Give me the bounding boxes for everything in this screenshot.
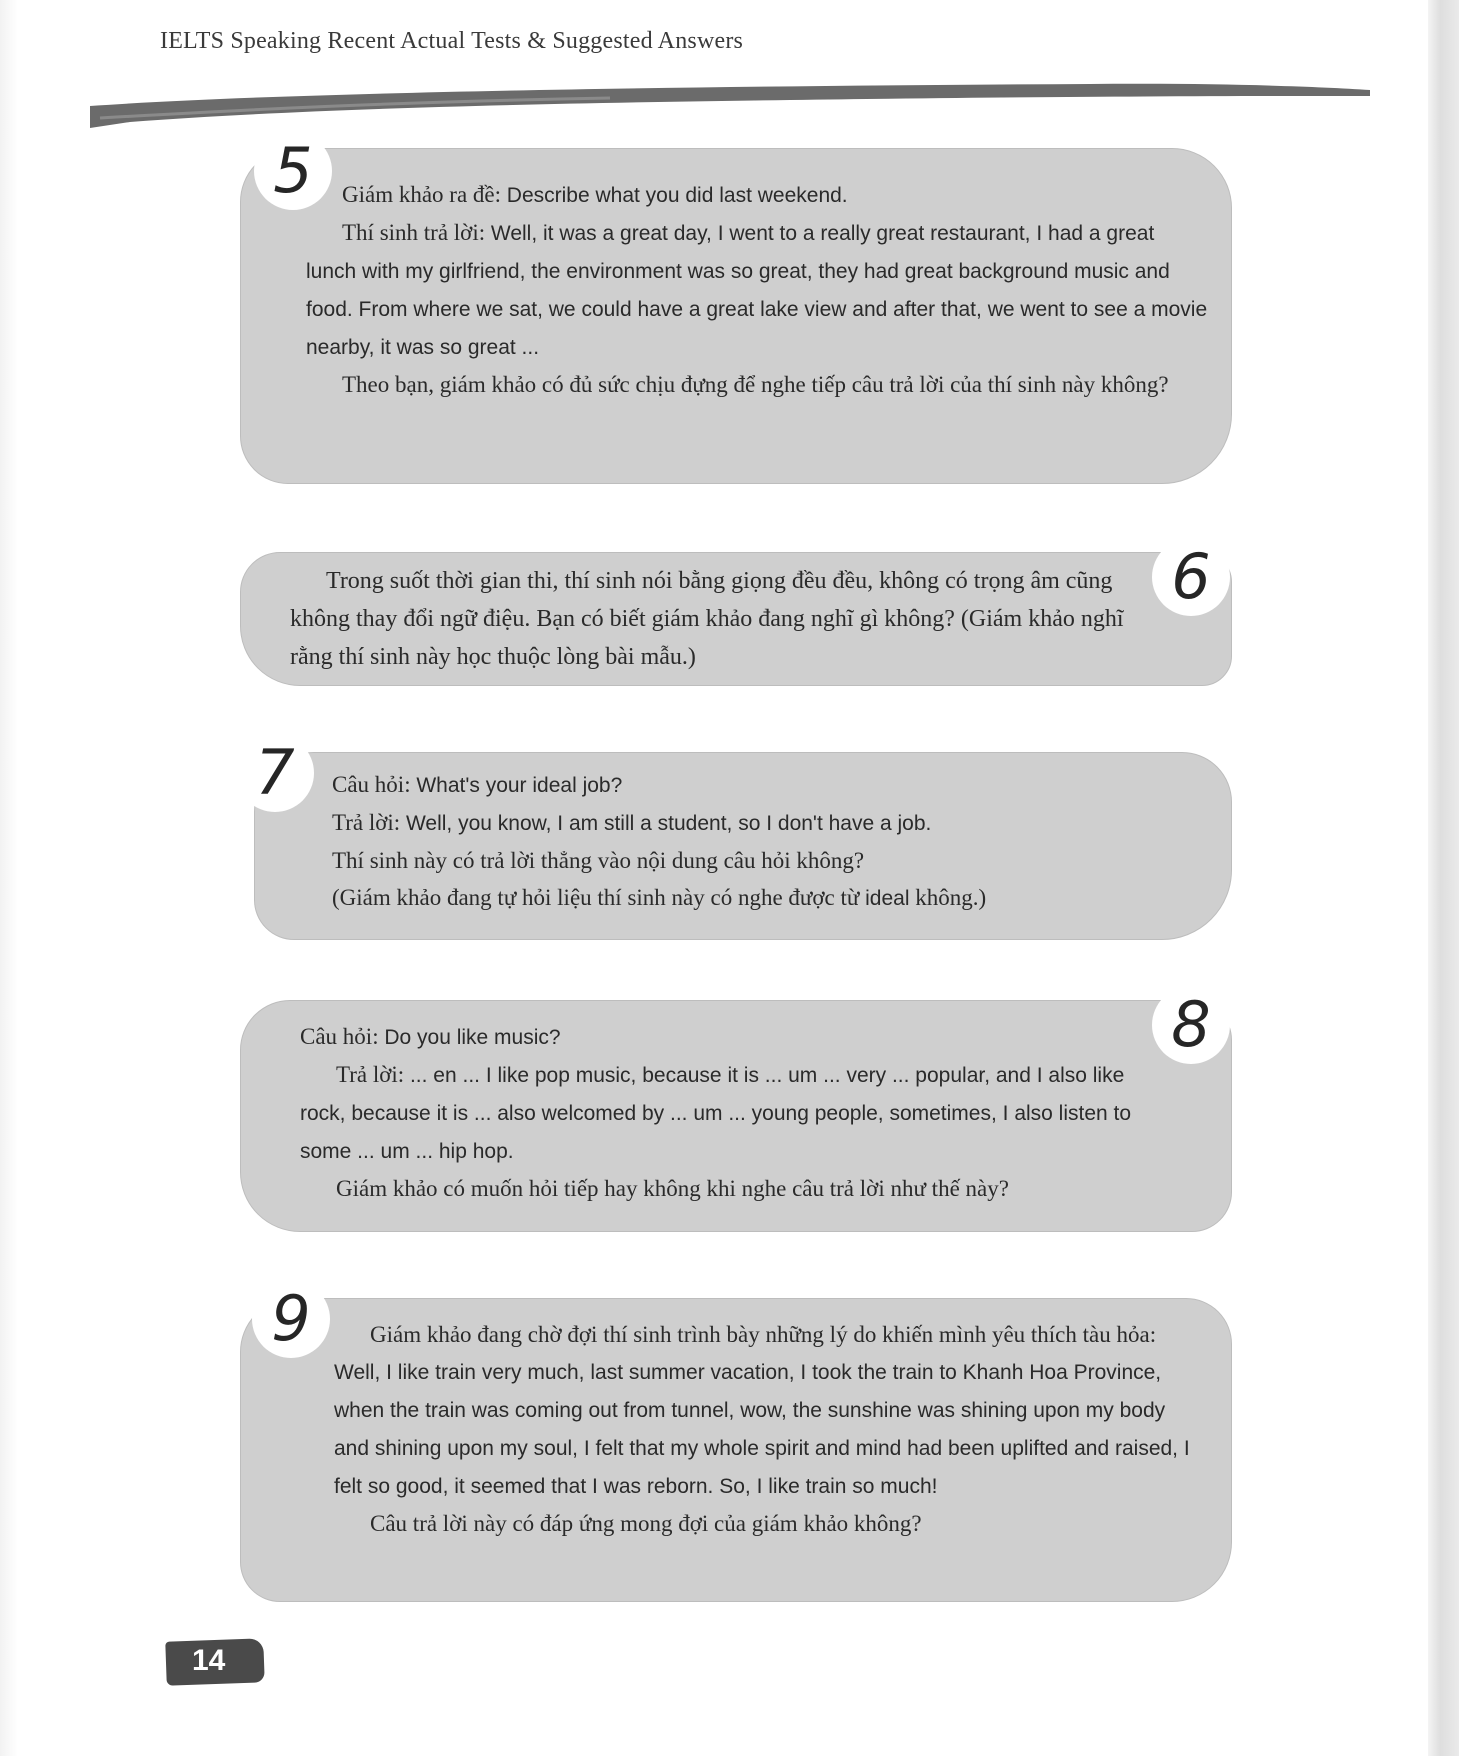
item-8-answer: ... en ... I like pop music, because it is ... um ... very ... popular, and I also like rock, because it is ... also welcomed by ... um ... young people, sometimes, I also listen to some ... um ... hip hop. (300, 1064, 1132, 1163)
item-8-answer-label: Trả lời: (336, 1062, 405, 1087)
item-5-prompt: Describe what you did last weekend. (506, 184, 848, 207)
page-number: 14 (192, 1644, 226, 1677)
item-7-question: What's your ideal job? (416, 774, 623, 797)
running-header-title: IELTS Speaking Recent Actual Tests & Suggested Answers (160, 28, 744, 54)
item-6-number: 6 (1152, 538, 1230, 616)
item-9-text (334, 1316, 1190, 1542)
item-8-question-label: Câu hỏi: (300, 1024, 379, 1049)
item-8-text (300, 1018, 1150, 1207)
item-8-question: Do you like music? (384, 1026, 561, 1049)
item-5-answer-label: Thí sinh trả lời: (342, 220, 491, 245)
item-9-intro: Giám khảo đang chờ đợi thí sinh trình bày những lý do khiến mình yêu thích tàu hỏa: (370, 1322, 1157, 1347)
item-5-text (306, 176, 1208, 403)
item-8-number: 8 (1152, 986, 1230, 1064)
item-7-line4-c: không.) (909, 885, 987, 910)
item-7-line3: Thí sinh này có trả lời thẳng vào nội dung câu hỏi không? (332, 848, 865, 873)
item-7-answer: Well, you know, I am still a student, so I don't have a job. (405, 812, 932, 835)
item-9-followup: Câu trả lời này có đáp ứng mong đợi của giám khảo không? (370, 1511, 922, 1536)
item-5-answer: Well, it was a great day, I went to a really great restaurant, I had a great lunch with my girlfriend, the environment was so great, they had great background music and food. From where we sat, we could have a great lake view and after that, we went to see a movie nearby, it was so great ... (306, 222, 1208, 359)
page-edge-shadow (1428, 0, 1459, 1756)
item-7-number: 7 (236, 734, 314, 812)
item-5-question: Theo bạn, giám khảo có đủ sức chịu đựng để nghe tiếp câu trả lời của thí sinh này không? (342, 372, 1169, 397)
item-9-number: 9 (252, 1280, 330, 1358)
header-brush-rule (90, 70, 1370, 130)
item-7-answer-label: Trả lời: (332, 810, 401, 835)
page-spine (0, 0, 18, 1756)
item-7-text (332, 766, 1212, 917)
item-7-question-label: Câu hỏi: (332, 772, 411, 797)
item-8-followup: Giám khảo có muốn hỏi tiếp hay không khi nghe câu trả lời như thế này? (336, 1176, 1009, 1201)
item-7-line4-term: ideal (865, 887, 910, 910)
item-5-number: 5 (254, 132, 332, 210)
item-9-answer: Well, I like train very much, last summer vacation, I took the train to Khanh Hoa Province, when the train was coming out from tunnel, wow, the sunshine was shining upon my body and shining upon my soul, I felt that my whole spirit and mind had been uplifted and raised, I felt so good, it seemed that I was reborn. So, I like train so much! (334, 1361, 1190, 1498)
item-7-line4-a: (Giám khảo đang tự hỏi liệu thí sinh này có nghe được từ (332, 885, 866, 910)
item-6-text: Trong suốt thời gian thi, thí sinh nói bằng giọng đều đều, không có trọng âm cũng không thay đổi ngữ điệu. Bạn có biết giám khảo đang nghĩ gì không? (Giám khảo nghĩ rằng thí sinh này học thuộc lòng bài mẫu.) (290, 568, 1124, 670)
item-5-prompt-label: Giám khảo ra đề: (342, 182, 507, 207)
